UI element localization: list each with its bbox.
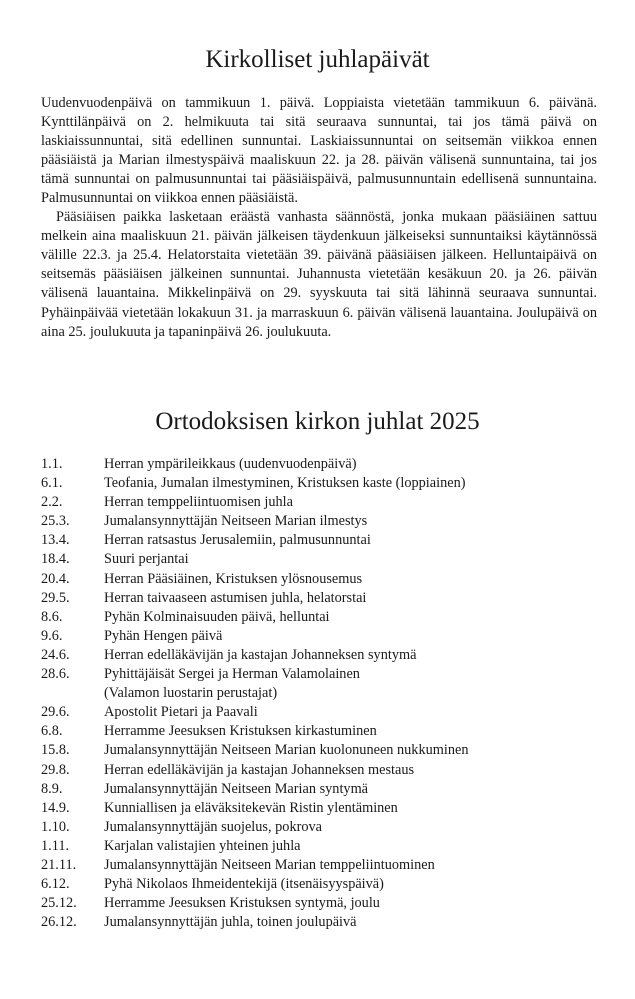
feast-name — [104, 818, 601, 837]
feast-name-line: Suuri perjantai — [104, 551, 189, 568]
feast-date: 25.3. — [41, 513, 70, 530]
feast-row — [41, 799, 601, 818]
feast-date: 28.6. — [41, 666, 70, 683]
feast-name — [104, 550, 601, 569]
feast-name — [104, 761, 601, 780]
feast-date: 25.12. — [41, 895, 77, 912]
section-title-church-holidays: Kirkolliset juhlapäivät — [205, 46, 430, 73]
feast-date: 6.1. — [41, 475, 63, 492]
feast-name-line: Herran ympärileikkaus (uudenvuodenpäivä) — [104, 456, 357, 472]
feast-date: 21.11. — [41, 856, 77, 873]
feast-row — [41, 589, 601, 608]
feast-name-line: Teofania, Jumalan ilmestyminen, Kristuksen kaste (loppiainen) — [104, 475, 466, 492]
feast-date: 1.1. — [41, 456, 63, 472]
feast-date: 13.4. — [41, 532, 70, 549]
feast-date: 29.5. — [41, 589, 70, 606]
feast-date: 1.10. — [41, 818, 70, 835]
feast-name-line: Karjalan valistajien yhteinen juhla — [104, 837, 301, 854]
feast-name — [104, 589, 601, 608]
feast-row — [41, 722, 601, 741]
feast-name — [104, 875, 601, 894]
feast-row — [41, 570, 601, 589]
orthodox-feasts-list — [41, 455, 601, 932]
feast-name-line: Jumalansynnyttäjän Neitseen Marian kuolonuneen nukkuminen — [104, 742, 469, 759]
feast-name-line: Herramme Jeesuksen Kristuksen kirkastuminen — [104, 723, 377, 740]
feast-row — [41, 627, 601, 646]
feast-name-line: Jumalansynnyttäjän Neitseen Marian ilmestys — [104, 513, 368, 530]
feast-name — [104, 531, 601, 550]
feast-name — [104, 608, 601, 627]
feast-row — [41, 875, 601, 894]
feast-row — [41, 531, 601, 550]
feast-date: 29.8. — [41, 761, 70, 778]
feast-name-line: Kunniallisen ja eläväksitekevän Ristin ylentäminen — [104, 799, 398, 816]
feast-name-line: Jumalansynnyttäjän suojelus, pokrova — [104, 818, 322, 835]
feast-date: 2.2. — [41, 494, 63, 511]
feast-name — [104, 627, 601, 646]
feast-row — [41, 837, 601, 856]
feast-row — [41, 818, 601, 837]
feast-name — [104, 646, 601, 665]
feast-name-line: Herran Pääsiäinen, Kristuksen ylösnousemus — [104, 570, 363, 587]
feast-name-line: Herran temppeliintuomisen juhla — [104, 494, 293, 511]
feast-row — [41, 646, 601, 665]
feast-row — [41, 894, 601, 913]
feast-name — [104, 493, 601, 512]
feast-name — [104, 474, 601, 493]
feast-name-line: Herran taivaaseen astumisen juhla, helatorstai — [104, 589, 367, 606]
feast-row — [41, 474, 601, 493]
feast-date: 8.9. — [41, 780, 63, 797]
feast-name — [104, 570, 601, 589]
feast-name — [104, 703, 601, 722]
feast-name-line: Herran edelläkävijän ja kastajan Johanneksen syntymä — [104, 646, 417, 663]
feast-name — [104, 455, 601, 474]
feast-row — [41, 608, 601, 627]
feast-name — [104, 799, 601, 818]
feast-name-line: Jumalansynnyttäjän Neitseen Marian temppeliintuominen — [104, 856, 435, 873]
feast-row — [41, 780, 601, 799]
feast-row — [41, 741, 601, 760]
article-paragraph: Pääsiäisen paikka lasketaan eräästä vanhasta säännöstä, jonka mukaan pääsiäinen sattuu melkein aina maaliskuun 21. päivän jälkeisen täydenkuun jälkeiseksi sunnuntaiksi käytännössä välille 22.3. ja 25.4. Helatorstaita vietetään 39. päivänä pääsiäisen jälkeen. Helluntaipäivä on seitsemäs pääsiäisen jälkeinen sunnuntai. Juhannusta vietetään kesäkuun 20. ja 26. päivän välisenä lauantaina. Mikkelinpäivä on 29. syyskuuta tai sitä lähinnä seuraava sunnuntai. Pyhäinpäivää vietetään lokakuun 31. ja marraskuun 6. päivän välisenä lauantaina. Joulupäivä on aina 25. joulukuuta ja tapaninpäivä 26. joulukuuta. — [41, 209, 597, 340]
feast-date: 1.11. — [41, 837, 70, 854]
feast-name — [104, 856, 601, 875]
feast-row — [41, 512, 601, 531]
article-paragraph: Uudenvuodenpäivä on tammikuun 1. päivä. Loppiaista vietetään tammikuun 6. päivänä. Kynttilänpäivä on 2. helmikuuta tai sitä seuraava sunnuntai, tai jos tämä päivä on laskiaissunnuntai, sitä edellinen sunnuntai. Laskiaissunnuntai on seitsemän viikkoa ennen pääsiäistä ja Marian ilmestyspäivä maaliskuun 22. ja 28. päivän välisenä sunnuntaina, tai jos tämä sunnuntai on palmusunnuntai tai pääsiäispäivä, palmusunnuntain edellisenä sunnuntaina. Palmusunnuntai on viikkoa ennen pääsiäistä. — [41, 95, 597, 207]
feast-date: 18.4. — [41, 551, 70, 568]
feast-name-line: Apostolit Pietari ja Paavali — [104, 704, 258, 721]
feast-name-line: Pyhä Nikolaos Ihmeidentekijä (itsenäisyyspäivä) — [104, 876, 384, 893]
feast-date: 6.8. — [41, 723, 63, 740]
feast-name — [104, 780, 601, 799]
section-title-orthodox-feasts: Ortodoksisen kirkon juhlat 2025 — [155, 408, 480, 435]
feast-row — [41, 455, 601, 474]
feast-row — [41, 913, 601, 932]
feast-date: 26.12. — [41, 914, 77, 931]
feast-name-line: Pyhittäjäisät Sergei ja Herman Valamolainen — [104, 666, 360, 683]
feast-name-line: Pyhän Hengen päivä — [104, 627, 223, 644]
church-holidays-article — [41, 94, 597, 342]
feast-name — [104, 665, 601, 703]
feast-row — [41, 856, 601, 875]
feast-row — [41, 665, 601, 703]
feast-date: 14.9. — [41, 799, 70, 816]
feast-date: 8.6. — [41, 608, 63, 625]
feast-date: 20.4. — [41, 570, 70, 587]
feast-row — [41, 703, 601, 722]
feast-date: 29.6. — [41, 704, 70, 721]
feast-row — [41, 550, 601, 569]
feast-name-line: Jumalansynnyttäjän Neitseen Marian syntymä — [104, 780, 369, 797]
feast-name — [104, 512, 601, 531]
feast-date: 24.6. — [41, 646, 70, 663]
feast-name-line: Herramme Jeesuksen Kristuksen syntymä, joulu — [104, 895, 380, 912]
feast-name — [104, 741, 601, 760]
feast-name — [104, 837, 601, 856]
feast-row — [41, 761, 601, 780]
feast-date: 15.8. — [41, 742, 70, 759]
feast-name — [104, 894, 601, 913]
feast-date: 9.6. — [41, 627, 63, 644]
feast-name — [104, 913, 601, 932]
feast-name-line: Pyhän Kolminaisuuden päivä, helluntai — [104, 608, 330, 625]
feast-name — [104, 722, 601, 741]
feast-name-line: Herran edelläkävijän ja kastajan Johanneksen mestaus — [104, 761, 415, 778]
feast-name-line: (Valamon luostarin perustajat) — [104, 685, 278, 702]
feast-name-line: Herran ratsastus Jerusalemiin, palmusunnuntai — [104, 532, 371, 549]
feast-row — [41, 493, 601, 512]
feast-date: 6.12. — [41, 876, 70, 893]
feast-name-line: Jumalansynnyttäjän juhla, toinen joulupäivä — [104, 914, 357, 931]
